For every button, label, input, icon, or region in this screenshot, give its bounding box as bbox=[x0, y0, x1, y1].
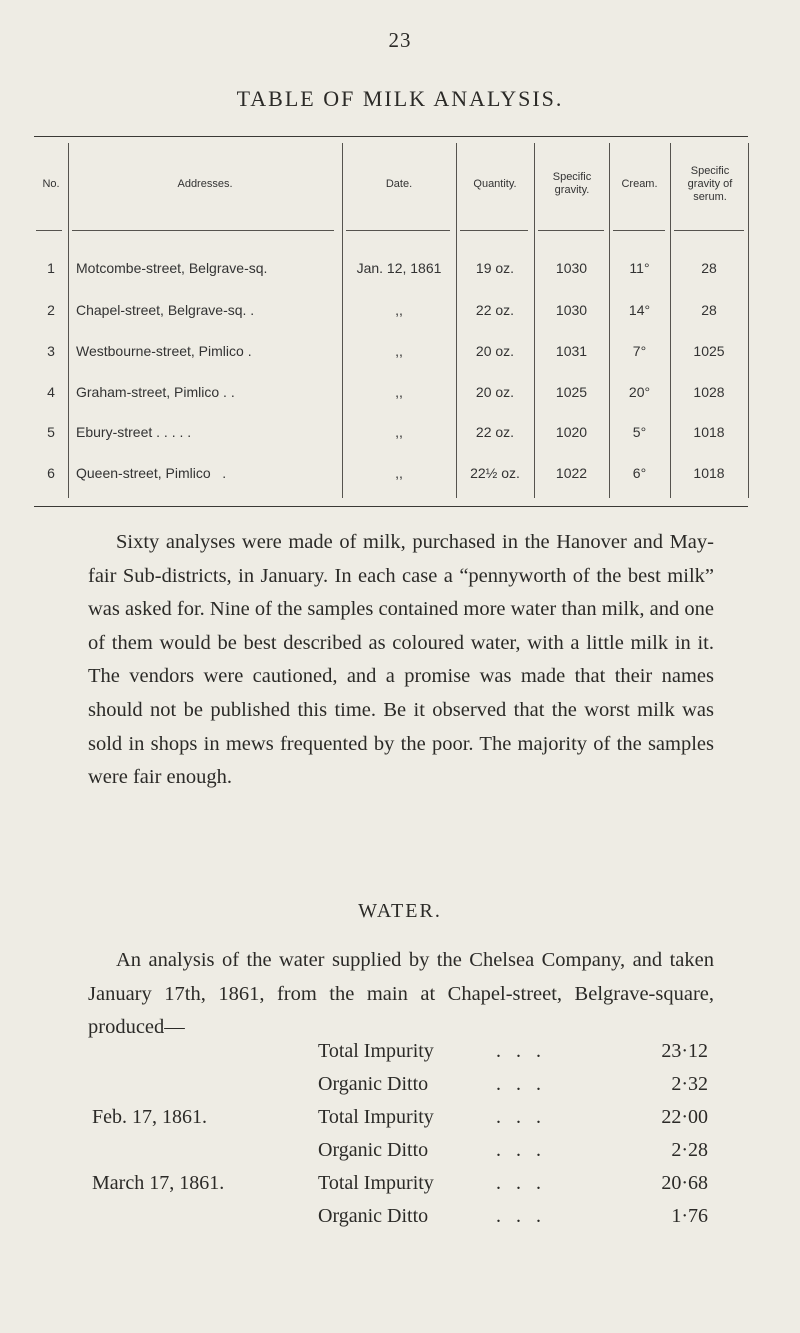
row-cream: 20° bbox=[628, 384, 651, 400]
row-gravity: 1020 bbox=[555, 424, 588, 440]
result-value: 23·12 bbox=[661, 1040, 708, 1062]
row-no: 3 bbox=[47, 343, 55, 359]
row-date: Jan. 12, 1861 bbox=[356, 260, 442, 276]
result-leader-dots: . . . bbox=[496, 1139, 546, 1161]
header-underline bbox=[538, 230, 604, 231]
row-quantity: 22½ oz. bbox=[470, 465, 520, 481]
header-underline bbox=[674, 230, 744, 231]
result-label: Total Impurity bbox=[318, 1106, 434, 1128]
row-quantity: 19 oz. bbox=[475, 260, 515, 276]
column-divider bbox=[68, 143, 69, 498]
header-no: No. bbox=[42, 178, 60, 190]
row-address: Chapel-street, Belgrave-sq. . bbox=[76, 302, 255, 318]
row-gravity: 1025 bbox=[555, 384, 588, 400]
row-quantity: 20 oz. bbox=[475, 384, 515, 400]
row-cream: 5° bbox=[632, 424, 647, 440]
header-underline bbox=[36, 230, 62, 231]
row-no: 1 bbox=[47, 260, 55, 276]
row-date: ,, bbox=[395, 465, 403, 481]
row-quantity: 22 oz. bbox=[475, 302, 515, 318]
row-address: Westbourne-street, Pimlico . bbox=[76, 343, 252, 359]
row-serum: 28 bbox=[701, 302, 717, 318]
table-title: TABLE OF MILK ANALYSIS. bbox=[236, 86, 564, 111]
row-cream: 7° bbox=[632, 343, 647, 359]
header-specific-gravity: Specific gravity. bbox=[552, 171, 592, 196]
row-quantity: 22 oz. bbox=[475, 424, 515, 440]
result-leader-dots: . . . bbox=[496, 1040, 546, 1062]
row-serum: 1028 bbox=[693, 384, 725, 400]
result-label: Organic Ditto bbox=[318, 1205, 429, 1227]
row-serum: 1025 bbox=[693, 343, 725, 359]
row-address: Graham-street, Pimlico . . bbox=[76, 384, 235, 400]
row-gravity: 1022 bbox=[555, 465, 588, 481]
row-address: Queen-street, Pimlico . bbox=[76, 465, 227, 481]
row-no: 6 bbox=[47, 465, 55, 481]
page-number: 23 bbox=[388, 28, 412, 52]
row-cream: 11° bbox=[629, 260, 650, 276]
header-underline bbox=[613, 230, 665, 231]
row-gravity: 1030 bbox=[555, 260, 588, 276]
result-label: Total Impurity bbox=[318, 1172, 434, 1194]
row-date: ,, bbox=[395, 302, 403, 318]
result-value: 2·32 bbox=[671, 1073, 708, 1095]
result-leader-dots: . . . bbox=[496, 1172, 546, 1194]
column-divider bbox=[748, 143, 749, 498]
row-serum: 28 bbox=[701, 260, 717, 276]
row-gravity: 1030 bbox=[555, 302, 588, 318]
row-no: 2 bbox=[47, 302, 55, 318]
result-date: Feb. 17, 1861. bbox=[92, 1106, 207, 1128]
row-cream: 14° bbox=[628, 302, 651, 318]
column-divider bbox=[342, 143, 343, 498]
row-cream: 6° bbox=[632, 465, 647, 481]
column-divider bbox=[534, 143, 535, 498]
header-date: Date. bbox=[385, 178, 413, 190]
result-value: 1·76 bbox=[671, 1205, 708, 1227]
row-gravity: 1031 bbox=[555, 343, 588, 359]
column-divider bbox=[609, 143, 610, 498]
table-top-rule bbox=[34, 136, 748, 137]
milk-paragraph: Sixty analyses were made of milk, purchased in the Hanover and May-fair Sub-districts, in January. In each case a “pennyworth of the best milk” was asked for. Nine of the samples contained more water than milk, and one of them would be best described as coloured water, with a little milk in it. The vendors were cautioned, and a promise was made that their names should not be published this time. Be it observed that the worst milk was sold in shops in mews frequented by the poor. The majority of the samples were fair enough. bbox=[88, 531, 714, 789]
row-date: ,, bbox=[395, 384, 403, 400]
result-leader-dots: . . . bbox=[496, 1073, 546, 1095]
column-divider bbox=[670, 143, 671, 498]
header-underline bbox=[346, 230, 450, 231]
header-underline bbox=[460, 230, 528, 231]
header-quantity: Quantity. bbox=[473, 178, 517, 190]
table-bottom-rule bbox=[34, 506, 748, 507]
row-address: Motcombe-street, Belgrave-sq. bbox=[76, 260, 268, 276]
header-addresses: Addresses. bbox=[177, 178, 233, 190]
result-label: Total Impurity bbox=[318, 1040, 434, 1062]
result-label: Organic Ditto bbox=[318, 1073, 429, 1095]
result-value: 2·28 bbox=[671, 1139, 708, 1161]
column-divider bbox=[456, 143, 457, 498]
result-leader-dots: . . . bbox=[496, 1106, 546, 1128]
row-quantity: 20 oz. bbox=[475, 343, 515, 359]
result-label: Organic Ditto bbox=[318, 1139, 429, 1161]
row-serum: 1018 bbox=[693, 424, 725, 440]
row-date: ,, bbox=[395, 424, 403, 440]
result-date: March 17, 1861. bbox=[92, 1172, 225, 1194]
result-leader-dots: . . . bbox=[496, 1205, 546, 1227]
row-address: Ebury-street . . . . . bbox=[76, 424, 192, 440]
row-date: ,, bbox=[395, 343, 403, 359]
header-underline bbox=[72, 230, 334, 231]
water-intro-paragraph: An analysis of the water supplied by the Chelsea Company, and taken January 17th, 1861, from the main at Chapel-street, Belgrave-square, produced— bbox=[88, 949, 714, 1039]
header-serum: Specific gravity of serum. bbox=[687, 165, 733, 203]
row-no: 5 bbox=[47, 424, 55, 440]
result-value: 22·00 bbox=[661, 1106, 708, 1128]
row-serum: 1018 bbox=[693, 465, 725, 481]
header-cream: Cream. bbox=[621, 178, 658, 190]
result-value: 20·68 bbox=[661, 1172, 708, 1194]
row-no: 4 bbox=[47, 384, 55, 400]
water-section-title: WATER. bbox=[358, 900, 442, 922]
